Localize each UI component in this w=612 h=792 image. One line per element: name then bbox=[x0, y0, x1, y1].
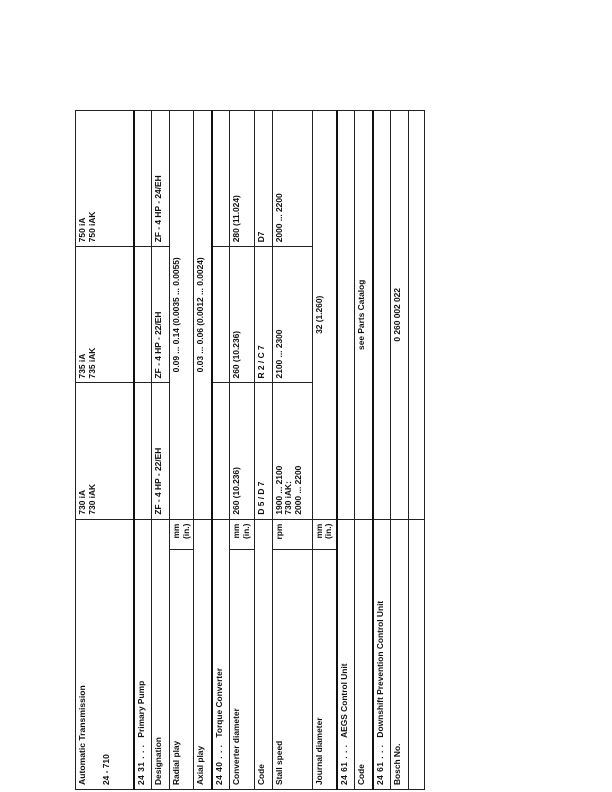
row-label: Journal diameter bbox=[312, 549, 337, 789]
model-col-2 bbox=[76, 247, 134, 383]
section-code: 24 61 . . . bbox=[374, 744, 385, 785]
empty-cell bbox=[134, 383, 152, 519]
unit-label: mm (in.) bbox=[312, 519, 337, 549]
row-journal-diameter bbox=[312, 111, 337, 790]
unit-label: rpm bbox=[272, 519, 312, 549]
section-title: AEGS Control Unit bbox=[338, 663, 349, 738]
unit-label: mm (in.) bbox=[170, 519, 194, 549]
row-radial-play bbox=[170, 111, 194, 790]
stall-value: 2000 ... 2200 bbox=[292, 465, 303, 515]
model-name: 730 iAK bbox=[86, 483, 97, 515]
spec-table bbox=[75, 110, 425, 790]
row-label: Stall speed bbox=[272, 549, 312, 789]
value-cell: 0.03 ... 0.06 (0.0012 ... 0.0024) bbox=[194, 111, 212, 520]
value-cell: ZF - 4 HP - 22/EH bbox=[152, 247, 170, 383]
model-col-3 bbox=[76, 111, 134, 247]
row-axial-play bbox=[194, 111, 212, 790]
unit-label: mm (in.) bbox=[230, 519, 254, 549]
value-cell: 32 (1.260) bbox=[312, 111, 337, 520]
row-designation bbox=[152, 111, 170, 790]
section-row-downshift bbox=[373, 111, 391, 790]
value-cell bbox=[272, 383, 312, 519]
row-code bbox=[254, 111, 272, 790]
empty-cell bbox=[373, 111, 391, 520]
value-cell: R 2 / C 7 bbox=[254, 247, 272, 383]
row-label: Designation bbox=[152, 519, 170, 789]
section-heading bbox=[373, 519, 391, 789]
row-bosch-no bbox=[391, 111, 409, 790]
section-row-primary-pump bbox=[134, 111, 152, 790]
value-cell: D 5 / D 7 bbox=[254, 383, 272, 519]
row-aegs-code bbox=[355, 111, 373, 790]
header-title-cell bbox=[76, 519, 134, 789]
row-converter-diameter bbox=[230, 111, 254, 790]
value-cell: ZF - 4 HP - 24/EH bbox=[152, 111, 170, 247]
group-number: 24 - 710 bbox=[100, 754, 111, 785]
doc-title: Automatic Transmission bbox=[77, 685, 87, 785]
value-cell: 2000 ... 2200 bbox=[272, 111, 312, 247]
model-name: 730 iA bbox=[77, 489, 87, 515]
value-cell: 0 260 002 022 bbox=[391, 111, 409, 520]
row-label: Converter diameter bbox=[230, 549, 254, 789]
value-cell: ZF - 4 HP - 22/EH bbox=[152, 383, 170, 519]
section-code: 24 61 . . . bbox=[338, 744, 349, 785]
empty-cell bbox=[409, 519, 425, 789]
empty-cell bbox=[212, 383, 230, 519]
row-label: Code bbox=[254, 519, 272, 789]
model-col-1 bbox=[76, 383, 134, 519]
section-title: Downshift Prevention Control Unit bbox=[374, 600, 385, 738]
section-title: Torque Converter bbox=[213, 667, 224, 738]
rotated-spec-sheet bbox=[75, 110, 425, 790]
section-heading bbox=[212, 519, 230, 789]
section-row-aegs bbox=[337, 111, 355, 790]
section-heading bbox=[134, 519, 152, 789]
section-row-torque-converter bbox=[212, 111, 230, 790]
row-label: Code bbox=[355, 519, 373, 789]
value-cell: 260 (10.236) bbox=[230, 247, 254, 383]
section-code: 24 31 . . . bbox=[135, 744, 146, 785]
model-name: 750 iAK bbox=[86, 211, 97, 243]
value-cell: 260 (10.236) bbox=[230, 383, 254, 519]
stall-model-note: 730 iAK: bbox=[283, 481, 294, 515]
trailing-empty-row bbox=[409, 111, 425, 790]
empty-cell bbox=[409, 111, 425, 520]
stall-value: 1900 ... 2100 bbox=[273, 465, 284, 515]
value-cell: 0.09 ... 0.14 (0.0035 ... 0.0055) bbox=[170, 111, 194, 520]
row-stall-speed bbox=[272, 111, 312, 790]
row-label: Radial play bbox=[170, 549, 194, 789]
empty-cell bbox=[212, 247, 230, 383]
empty-cell bbox=[134, 111, 152, 247]
model-name: 735 iAK bbox=[86, 347, 97, 379]
row-label: Axial play bbox=[194, 519, 212, 789]
value-cell: D7 bbox=[254, 111, 272, 247]
value-cell: see Parts Catalog bbox=[355, 111, 373, 520]
value-cell: 2100 ... 2300 bbox=[272, 247, 312, 383]
value-cell: 280 (11.024) bbox=[230, 111, 254, 247]
empty-cell bbox=[134, 247, 152, 383]
model-name: 735 iA bbox=[77, 353, 87, 379]
row-label: Bosch No. bbox=[391, 519, 409, 789]
section-code: 24 40 . . . bbox=[213, 744, 224, 785]
header-row bbox=[76, 111, 134, 790]
empty-cell bbox=[337, 111, 355, 520]
section-heading bbox=[337, 519, 355, 789]
section-title: Primary Pump bbox=[135, 680, 146, 738]
model-name: 750 iA bbox=[77, 217, 87, 243]
empty-cell bbox=[212, 111, 230, 247]
